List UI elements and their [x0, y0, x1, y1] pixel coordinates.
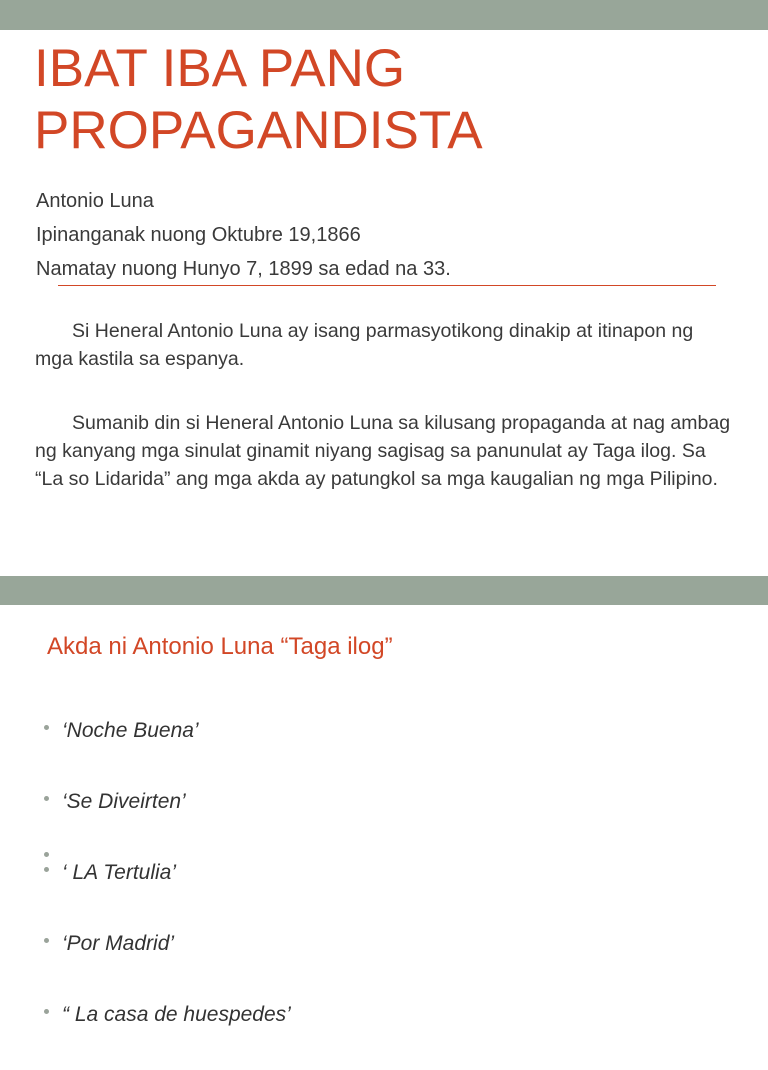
- paragraph-1: Si Heneral Antonio Luna ay isang parmasyotikong dinakip at itinapon ng mga kastila sa espanya.: [35, 320, 694, 370]
- bullet-dot-icon: [44, 796, 49, 801]
- biography-info: [36, 184, 451, 286]
- bullet-dot-icon: [44, 852, 49, 857]
- list-item-text: ‘Por Madrid’: [62, 932, 175, 955]
- bullet-dot-icon: [44, 867, 49, 872]
- list-item-text: ‘Se Diveirten’: [62, 790, 186, 813]
- list-item-text: “ La casa de huespedes’: [62, 1003, 291, 1026]
- bullet-dot-icon: [44, 1009, 49, 1014]
- slide-title: [34, 38, 754, 162]
- birth-date: Ipinanganak nuong Oktubre 19,1866: [36, 224, 361, 246]
- works-heading: Akda ni Antonio Luna “Taga ilog”: [47, 633, 393, 660]
- divider-line: [58, 285, 716, 286]
- paragraph-2: Sumanib din si Heneral Antonio Luna sa kilusang propaganda at nag ambag ng kanyang mga sinulat ginamit niyang sagisag sa panunulat ay Taga ilog. Sa “La so Lidarida” ang mga akda ay patungkol sa mga kaugalian ng mga Pilipino.: [35, 412, 731, 490]
- person-name: Antonio Luna: [36, 190, 154, 212]
- list-item-text: ‘Noche Buena’: [62, 719, 199, 742]
- list-item-text: ‘ LA Tertulia’: [62, 861, 177, 884]
- slide-separator-band: [0, 576, 768, 605]
- slide-title-line-2: PROPAGANDISTA: [34, 101, 483, 160]
- bullet-dot-icon: [44, 938, 49, 943]
- death-date: Namatay nuong Hunyo 7, 1899 sa edad na 33.: [36, 258, 451, 280]
- top-accent-band: [0, 0, 768, 30]
- bullet-dot-icon: [44, 725, 49, 730]
- slide-title-line-1: IBAT IBA PANG: [34, 39, 406, 98]
